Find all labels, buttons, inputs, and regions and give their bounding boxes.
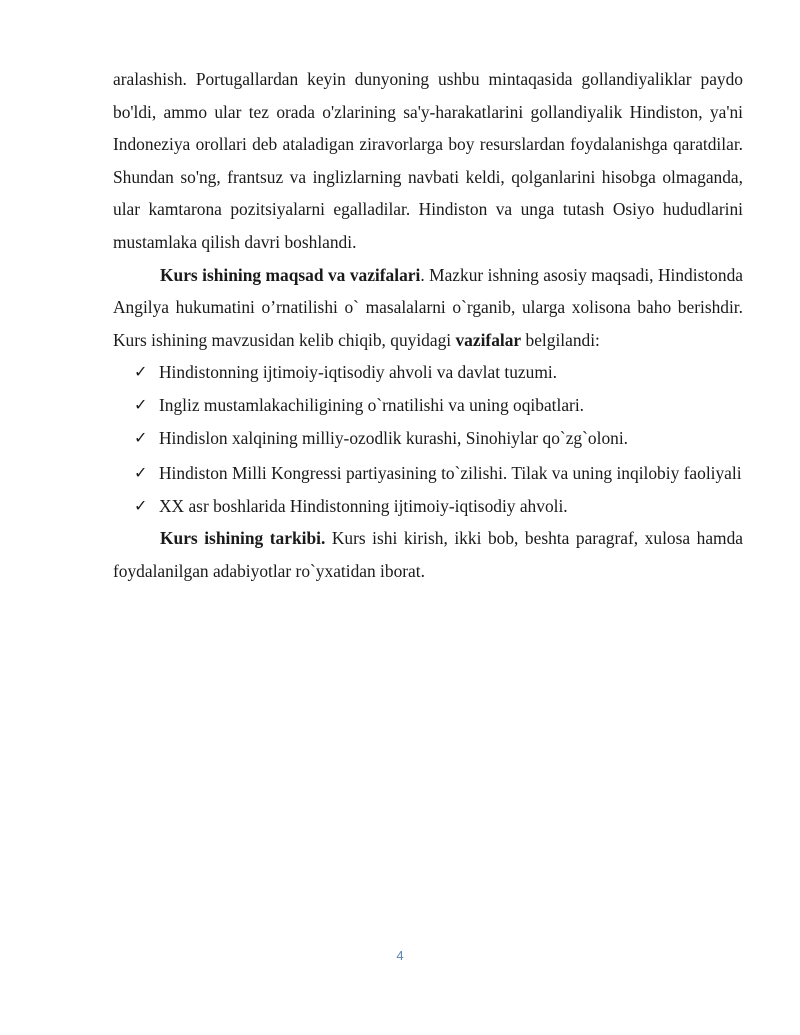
goals-text-before: . Mazkur ishning asosiy maqsadi, Hindistonda Angilya hukumatini o’rnatilishi o` masalalarni o`rganib, ularga xolisona baho berishdir. Kurs ishining mavzusidan kelib chiqib, quyidagi [113, 264, 743, 350]
list-item [113, 422, 743, 455]
list-item-text: Ingliz mustamlakachiligining o`rnatilishi va uning oqibatlari. [159, 394, 585, 415]
document-page [113, 63, 743, 588]
list-item [113, 457, 743, 490]
tasks-keyword: vazifalar [455, 329, 522, 350]
checkmark-icon: ✓ [134, 463, 148, 483]
checkmark-icon: ✓ [134, 394, 148, 414]
task-list [113, 356, 743, 522]
list-item-text: XX asr boshlarida Hindistonning ijtimoiy-iqtisodiy ahvoli. [159, 495, 568, 516]
goals-text-after: belgilandi: [521, 329, 600, 350]
list-item-text: Hindistonning ijtimoiy-iqtisodiy ahvoli va davlat tuzumi. [159, 362, 558, 383]
page-number: 4 [396, 948, 404, 963]
list-item-text: Hindiston Milli Kongressi partiyasining to`zilishi. Tilak va uning inqilobiy faoliyali [159, 463, 742, 484]
structure-heading: Kurs ishining tarkibi. [160, 528, 326, 549]
checkmark-icon: ✓ [134, 495, 148, 515]
list-item [113, 389, 743, 422]
list-item [113, 490, 743, 523]
goals-heading: Kurs ishining maqsad va vazifalari [160, 264, 421, 285]
list-item [113, 356, 743, 389]
structure-paragraph [113, 522, 743, 587]
structure-text: Kurs ishi kirish, ikki bob, beshta paragraf, xulosa hamda foydalanilgan adabiyotlar ro`yxatidan iborat. [113, 528, 743, 581]
checkmark-icon: ✓ [134, 362, 148, 382]
intro-paragraph: aralashish. Portugallardan keyin dunyoning ushbu mintaqasida gollandiyaliklar paydo bo'ldi, ammo ular tez orada o'zlarining sa'y-harakatlarini gollandiyalik Hindiston, ya'ni Indoneziya orollari deb ataladigan ziravorlarga boy resurslardan foydalanishga qaratdilar. Shundan so'ng, frantsuz va inglizlarning navbati keldi, qolganlarini hisobga olmaganda, ular kamtarona pozitsiyalarni egalladilar. Hindiston va unga tutash Osiyo hududlarini mustamlaka qilish davri boshlandi. [113, 69, 743, 252]
goals-paragraph [113, 259, 743, 357]
checkmark-icon: ✓ [134, 427, 148, 447]
list-item-text: Hindislon xalqining milliy-ozodlik kurashi, Sinohiylar qo`zg`oloni. [159, 427, 629, 448]
